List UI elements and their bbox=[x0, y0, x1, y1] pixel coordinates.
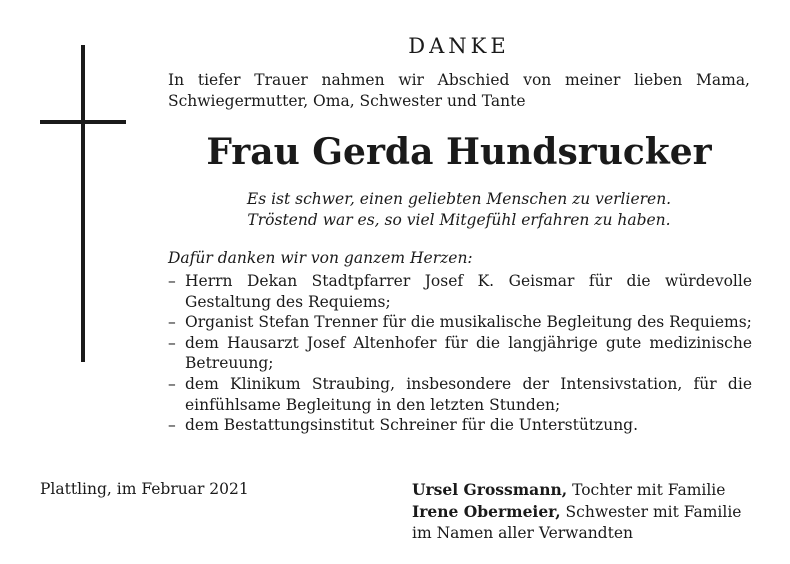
motto-line-1: Es ist schwer, einen geliebten Menschen zu verlieren. bbox=[246, 190, 672, 208]
heading: DANKE bbox=[408, 34, 510, 58]
list-item: – dem Bestattungsinstitut Schreiner für die Unterstützung. bbox=[168, 415, 752, 436]
signer-1 bbox=[412, 479, 741, 501]
signers bbox=[412, 479, 741, 544]
motto bbox=[168, 189, 750, 231]
thanks-list bbox=[168, 271, 752, 436]
list-item: – dem Hausarzt Josef Altenhofer für die langjährige gute medizinische Betreuung; bbox=[168, 333, 752, 374]
intro-line-1: In tiefer Trauer nahmen wir Abschied von meiner lieben Mama, bbox=[168, 71, 750, 89]
list-item: – dem Klinikum Straubing, insbesondere der Intensivstation, für die einfühlsame Begleitung in den letzten Stunden; bbox=[168, 374, 752, 415]
signer-name: Ursel Grossmann, bbox=[412, 480, 568, 499]
signer-name: Irene Obermeier, bbox=[412, 502, 561, 521]
signer-2 bbox=[412, 501, 741, 523]
cross-icon bbox=[81, 45, 85, 362]
thanks-intro: Dafür danken wir von ganzem Herzen: bbox=[168, 249, 473, 267]
deceased-name: Frau Gerda Hundsrucker bbox=[206, 131, 712, 173]
list-item: – Organist Stefan Trenner für die musikalische Begleitung des Requiems; bbox=[168, 312, 752, 333]
motto-line-2: Tröstend war es, so viel Mitgefühl erfahren zu haben. bbox=[247, 211, 671, 229]
list-item: – Herrn Dekan Stadtpfarrer Josef K. Geismar für die würdevolle Gestaltung des Requiems; bbox=[168, 271, 752, 312]
intro-text bbox=[168, 70, 750, 112]
place-date: Plattling, im Februar 2021 bbox=[40, 480, 249, 498]
cross-icon-bar bbox=[40, 120, 126, 124]
intro-line-2: Schwiegermutter, Oma, Schwester und Tante bbox=[168, 92, 526, 110]
signer-relation: Schwester mit Familie bbox=[560, 503, 742, 521]
signer-relation: Tochter mit Familie bbox=[567, 481, 726, 499]
signers-footer: im Namen aller Verwandten bbox=[412, 524, 633, 542]
